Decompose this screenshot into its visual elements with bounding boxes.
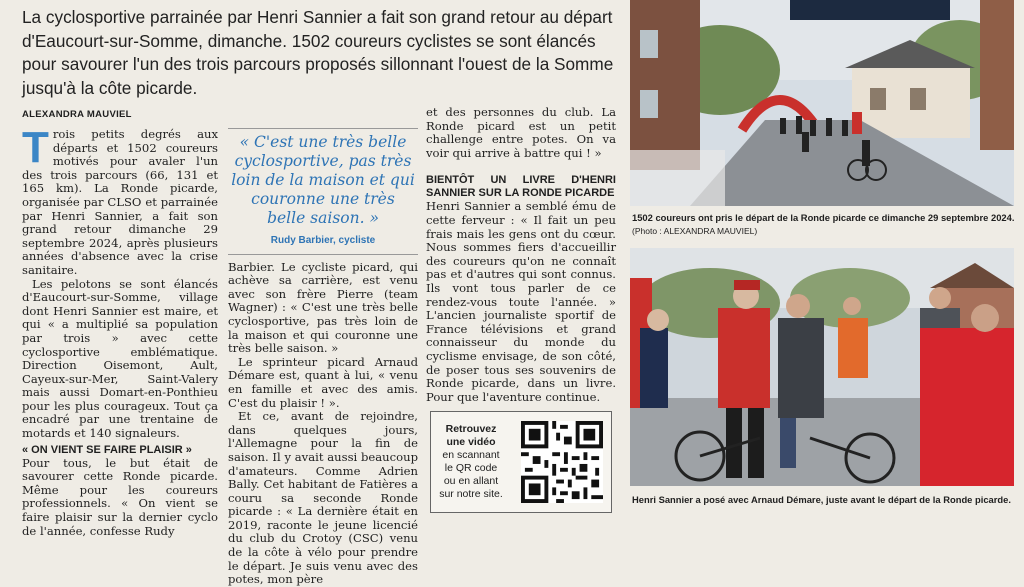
qr-promo-box[interactable] [430,411,612,513]
qr-line-2: une vidéo [446,436,496,448]
paragraph-2: Les pelotons se sont élancés d'Eaucourt-sur-Somme, village dont Henri Sannier est maire, et qui « a multiplié sa population par trois » avec cette cyclosportive emblématique. Direction Oisemont, Ault, Cayeux-sur-Mer, Saint-Valery mais aussi Domart-en-Ponthieu pour les plus courageux. Tout ça encadré par une trentaine de motards et 140 signaleurs. [22,276,218,441]
pull-quote-text: « C'est une très belle cyclosportive, pas très loin de la maison et qui couronne une très belle saison. » [231,133,415,227]
qr-promo-text [431,423,511,501]
paragraph-1-text: rois petits degrés aux départs et 1502 coureurs motivés pour avaler l'un des trois parcours (66, 131 et 165 km). La Ronde picarde, organisée par CLSO et parrainée par Henri Sannier, a fait son grand retour dimanche 29 septembre 2024, après plusieurs années d'absence avec la crise sanitaire. [22,127,218,277]
paragraph-7: et des personnes du club. La Ronde picard est un petit challenge entre potes. On va voir qui arrive à battre qui ! » [426,105,616,160]
article-column-3 [426,106,616,404]
subheading-2: BIENTÔT UN LIVRE D'HENRI SANNIER SUR LA RONDE PICARDE [426,174,616,200]
article-column-1 [22,123,218,538]
qr-line-3: en scannant [442,449,500,461]
article-column-2 [228,128,418,587]
paragraph-4: Barbier. Le cycliste picard, qui achève sa carrière, est venu avec son frère Pierre (team Wagner) : « C'est une très belle cyclosportive, pas très loin de la maison et qui couronne une très belle saison. » [228,259,418,356]
paragraph-5: Le sprinteur picard Arnaud Démare est, quant à lui, « venu en famille et avec des amis. C'est du plaisir ! ». [228,354,418,410]
qr-line-5: ou en allant [443,475,499,487]
pull-quote [228,128,418,255]
sannier-demare-photo-image [630,248,1014,486]
drop-cap: T [22,123,49,172]
byline: ALEXANDRA MAUVIEL [22,109,132,120]
photo-race-start [630,0,1014,206]
paragraph-8: Henri Sannier a semblé ému de cette ferveur : « Il fait un peu frais mais les gens ont du cœur. Nous sommes fiers d'accueillir des coureurs qu'on ne connaît pas et d'autres qui sont connus. Ils vont tous parler de ce rendez-vous toute l'année. » L'ancien journaliste sportif de France télévisions et grand connaisseur du monde du cyclisme envisage, de son côté, de poser tous ses souvenirs de Ronde picarde, dans un livre. Pour que l'aventure continue. [426,199,616,404]
photo-2-caption: Henri Sannier a posé avec Arnaud Démare, juste avant le départ de la Ronde picarde. [632,494,1011,505]
paragraph-6: Et ce, avant de rejoindre, dans quelques jours, l'Allemagne pour la fin de saison. Il y avait aussi beaucoup d'amateurs. Comme Adrien Bally. Cet habitant de Fatières a couru sa seconde Ronde picarde : « La dernière était en 2019, raconte le jeune licencié du club du Crotoy (CSC) venu de la côte à vélo pour prendre le départ. Je suis venu avec des potes, mon père [228,409,418,587]
subheading-1: « ON VIENT SE FAIRE PLAISIR » [22,443,192,456]
qr-line-6: sur notre site. [439,488,503,500]
qr-line-4: le QR code [444,462,498,474]
paragraph-1 [22,123,218,278]
race-start-photo-image [630,0,1014,206]
article-intro: La cyclosportive parrainée par Henri Sannier a fait son grand retour au départ d'Eaucourt-sur-Somme, dimanche. 1502 coureurs cyclistes se sont élancés pour savourer l'un des trois parcours proposés sillonnant l'ouest de la Somme jusqu'à la côte picarde. [22,7,614,98]
pull-quote-author: Rudy Barbier, cycliste [270,235,376,246]
photo-1-caption: 1502 coureurs ont pris le départ de la Ronde picarde ce dimanche 29 septembre 2024. [632,212,1015,223]
qr-code-icon[interactable] [521,421,603,503]
photo-sannier-demare [630,248,1014,486]
paragraph-3: Pour tous, le but était de savourer cette Ronde picarde. Même pour les coureurs professionnels. « On vient se faire plaisir sur la dernier cyclo de l'année, confesse Rudy [22,455,218,538]
photo-1-credit: (Photo : ALEXANDRA MAUVIEL) [632,226,758,236]
qr-line-1: Retrouvez [445,423,497,435]
